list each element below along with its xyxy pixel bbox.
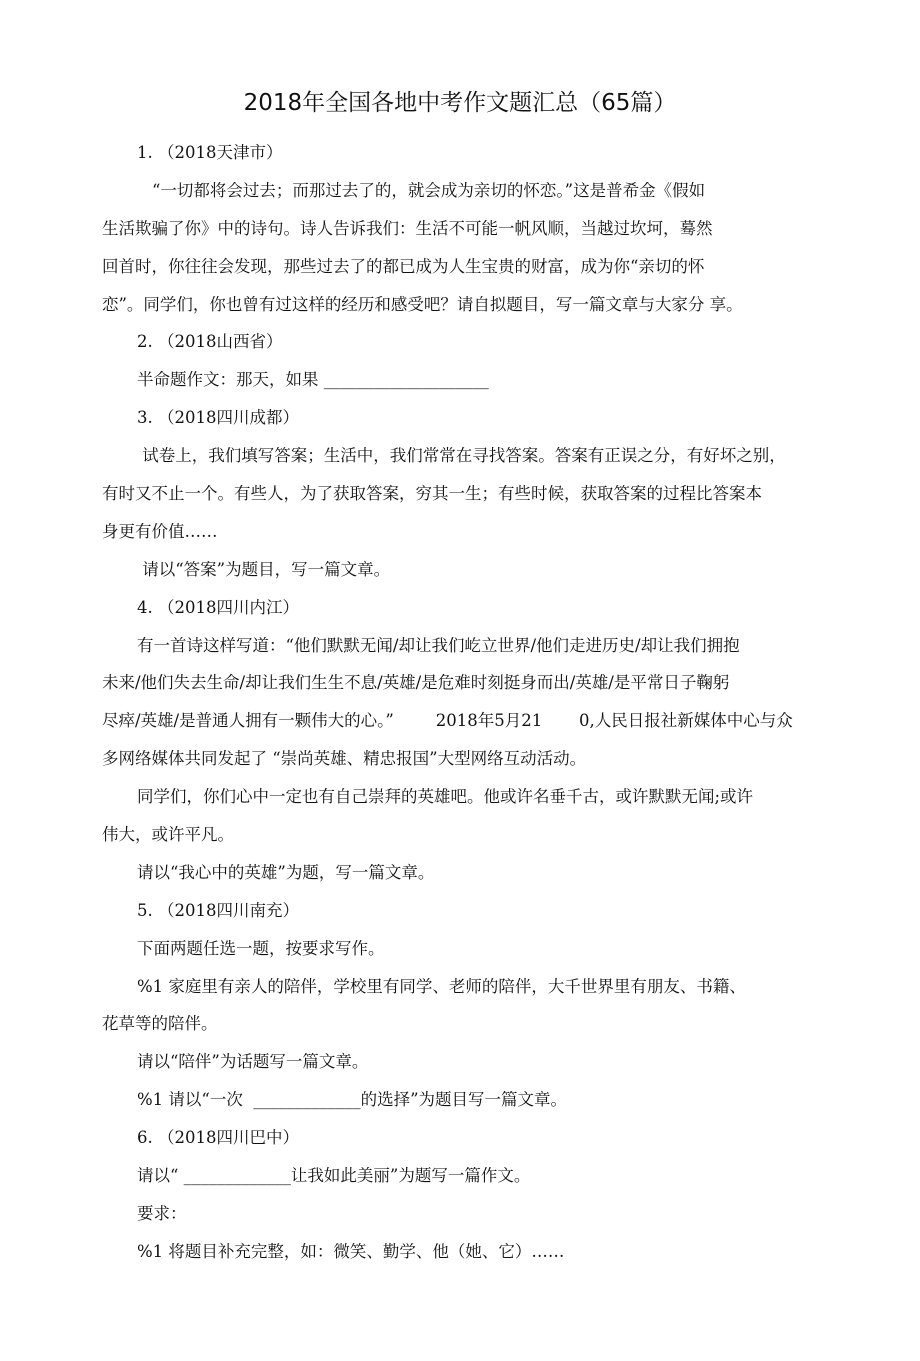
text-line: 生活欺骗了你》中的诗句。诗人告诉我们：生活不可能一帆风顺，当越过坎坷，蓦然: [102, 218, 713, 238]
text-line: 恋”。同学们，你也曾有过这样的经历和感受吧？请自拟题目，写一篇文章与大家分 享。: [102, 294, 743, 314]
text-line: 伟大，或许平凡。: [102, 825, 234, 845]
text-line: 未来/他们失去生命/却让我们生生不息/英雄/是危难时刻挺身而出/英雄/是平常日子鞠躬: [102, 673, 730, 693]
text-line: 花草等的陪伴。: [102, 1014, 218, 1034]
text-line: %1 家庭里有亲人的陪伴，学校里有同学、老师的陪伴，大千世界里有朋友、书籍、: [137, 976, 746, 996]
text-line: 多网络媒体共同发起了 “崇尚英雄、精忠报国”大型网络互动活动。: [102, 749, 587, 769]
text-line: %1 将题目补充完整，如：微笑、勤学、他（她、它）……: [137, 1241, 565, 1261]
text-line: 请以“陪伴”为话题写一篇文章。: [137, 1052, 369, 1072]
text-line: 请以“ _____________让我如此美丽”为题写一篇作文。: [137, 1166, 531, 1186]
text-line: 要求：: [137, 1203, 187, 1223]
text-line: 1. （2018天津市）: [137, 143, 283, 162]
text-line: 有时又不止一个。有些人，为了获取答案，穷其一生；有些时候，获取答案的过程比答案本: [102, 484, 762, 504]
text-line: 3. （2018四川成都）: [137, 408, 299, 428]
document-title: 2018年全国各地中考作文题汇总（65篇）: [243, 90, 677, 116]
text-line: 请以“我心中的英雄”为题，写一篇文章。: [137, 862, 435, 882]
text-line: 2. （2018山西省）: [137, 332, 283, 352]
text-line: 回首时，你往往会发现，那些过去了的都已成为人生宝贵的财富，成为你“亲切的怀: [102, 256, 705, 276]
text-line: “一切都将会过去；而那过去了的，就会成为亲切的怀恋。”这是普希金《假如: [152, 180, 706, 200]
text-line: 5. （2018四川南充）: [137, 900, 299, 920]
text-line: 半命题作文：那天，如果 ____________________: [137, 370, 489, 390]
text-line: 请以“答案”为题目，写一篇文章。: [137, 559, 391, 579]
document-body: [0, 134, 920, 1271]
text-line: 同学们，你们心中一定也有自己崇拜的英雄吧。他或许名垂千古，或许默默无闻;或许: [137, 787, 754, 807]
text-line: 4. （2018四川内江）: [137, 597, 299, 617]
text-line: %1 请以“一次 _____________的选择”为题目写一篇文章。: [137, 1090, 568, 1110]
text-line: 6. （2018四川巴中）: [137, 1128, 299, 1148]
text-line: 尽瘁/英雄/是普通人拥有一颗伟大的心。” 2018年5月21 0,人民日报社新媒体中心与众: [102, 711, 793, 731]
text-line: 有一首诗这样写道：“他们默默无闻/却让我们屹立世界/他们走进历史/却让我们拥抱: [137, 635, 740, 655]
text-line: 下面两题任选一题，按要求写作。: [137, 938, 385, 958]
text-line: 身更有价值……: [102, 521, 218, 541]
text-line: 试卷上，我们填写答案；生活中，我们常常在寻找答案。答案有正误之分，有好坏之别，: [137, 446, 786, 466]
